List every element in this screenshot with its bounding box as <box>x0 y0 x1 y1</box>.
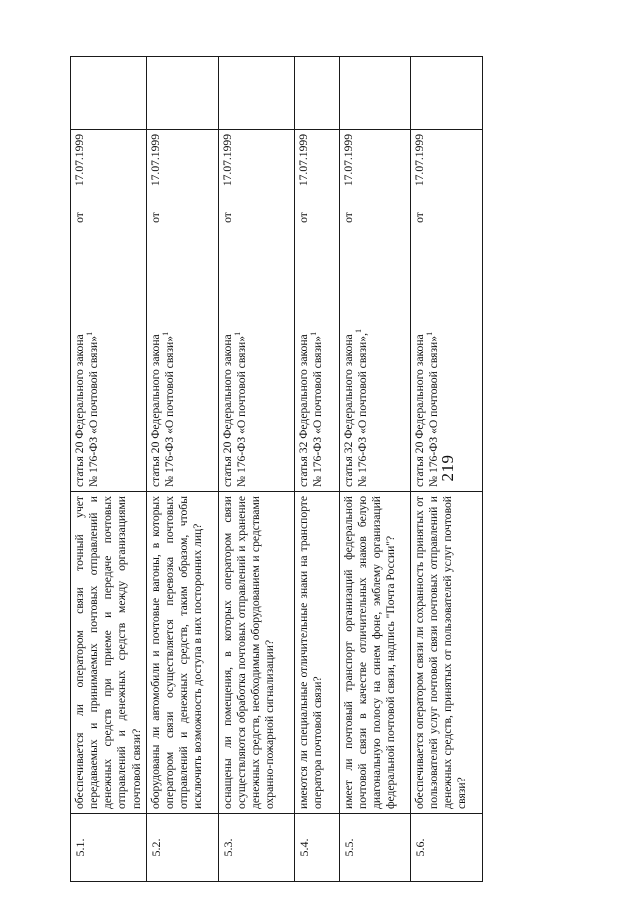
question-cell: имеет ли почтовый транспорт организаций федеральной почтовой связи в качестве отличительных знаков белую диагональную полосу на синем фоне, эмблему организаций федеральной почтовой связи, надпись "Почта России"? <box>339 492 410 814</box>
page-number: 219 <box>438 454 457 482</box>
law-article: статья 20 Федерального закона <box>73 334 86 487</box>
footnote-mark: 1 <box>308 331 318 336</box>
reference-cell <box>146 130 218 492</box>
result-cell <box>146 57 218 130</box>
law-name: № 176-ФЗ «О почтовой связи», <box>355 333 369 487</box>
reference-cell <box>71 130 147 492</box>
law-name: № 176-ФЗ «О почтовой связи» <box>87 335 101 487</box>
question-cell: имеются ли специальные отличительные знаки на транспорте оператора почтовой связи? <box>294 492 339 814</box>
law-article: статья 32 Федерального закона <box>296 334 310 487</box>
table-row <box>218 57 294 882</box>
law-date: 17.07.1999 <box>296 134 310 187</box>
table-body <box>71 57 483 882</box>
question-cell: обеспечивается ли оператором связи точный учет передаваемых и принимаемых почтовых отправлений и денежных средств при приеме и передаче почтовых отправлений и денежных средств между организациями почтовой связи? <box>71 492 147 814</box>
result-cell <box>218 57 294 130</box>
law-article: статья 32 Федерального закона <box>341 334 355 487</box>
footnote-mark: 1 <box>424 331 434 336</box>
law-article: статья 20 Федерального закона <box>148 334 162 487</box>
row-number: 5.4. <box>294 814 339 882</box>
result-cell <box>339 57 410 130</box>
checklist-table <box>70 56 483 882</box>
row-number: 5.5. <box>339 814 410 882</box>
law-ot: от <box>412 212 426 223</box>
footnote-mark: 1 <box>85 331 95 336</box>
law-date: 17.07.1999 <box>412 134 426 187</box>
footnote-mark: 1 <box>160 331 170 336</box>
reference-cell <box>294 130 339 492</box>
law-ot: от <box>148 212 162 223</box>
result-cell <box>71 57 147 130</box>
reference-cell <box>218 130 294 492</box>
table-row <box>71 57 147 882</box>
row-number: 5.2. <box>146 814 218 882</box>
law-article: статья 20 Федерального закона <box>220 334 234 487</box>
law-article: статья 20 Федерального закона <box>412 334 426 487</box>
rotated-table-wrapper <box>70 57 474 882</box>
table-row <box>339 57 410 882</box>
footnote-mark: 1 <box>232 331 242 336</box>
table-row <box>146 57 218 882</box>
law-name: № 176-ФЗ «О почтовой связи» <box>234 335 248 487</box>
law-date: 17.07.1999 <box>73 134 86 187</box>
question-cell: оборудованы ли автомобили и почтовые вагоны, в которых оператором связи осуществляется перевозка почтовых отправлений и денежных средств, таким образом, чтобы исключить возможность доступа в них посторонних лиц? <box>146 492 218 814</box>
reference-cell <box>410 130 482 492</box>
question-cell: обеспечивается оператором связи ли сохранность принятых от пользователей услуг почтовой связи почтовых отправлений и денежных средств, принятых от пользователей услуг почтовой связи? <box>410 492 482 814</box>
question-cell: оснащены ли помещения, в которых оператором связи осуществляются обработка почтовых отправлений и хранение денежных средств, необходимым оборудованием и средствами охранно-пожарной сигнализации? <box>218 492 294 814</box>
result-cell <box>410 57 482 130</box>
law-date: 17.07.1999 <box>148 134 162 187</box>
law-ot: от <box>296 212 310 223</box>
law-name: № 176-ФЗ «О почтовой связи» <box>162 335 176 487</box>
table-row <box>410 57 482 882</box>
result-cell <box>294 57 339 130</box>
reference-cell <box>339 130 410 492</box>
table-row <box>294 57 339 882</box>
footnote-mark: 1 <box>353 329 363 334</box>
row-number: 5.1. <box>71 814 147 882</box>
law-date: 17.07.1999 <box>341 134 355 187</box>
law-ot: от <box>73 212 86 223</box>
row-number: 5.3. <box>218 814 294 882</box>
law-date: 17.07.1999 <box>220 134 234 187</box>
law-name: № 176-ФЗ «О почтовой связи» <box>426 335 440 487</box>
law-ot: от <box>220 212 234 223</box>
row-number: 5.6. <box>410 814 482 882</box>
law-ot: от <box>341 212 355 223</box>
law-name: № 176-ФЗ «О почтовой связи» <box>310 335 324 487</box>
